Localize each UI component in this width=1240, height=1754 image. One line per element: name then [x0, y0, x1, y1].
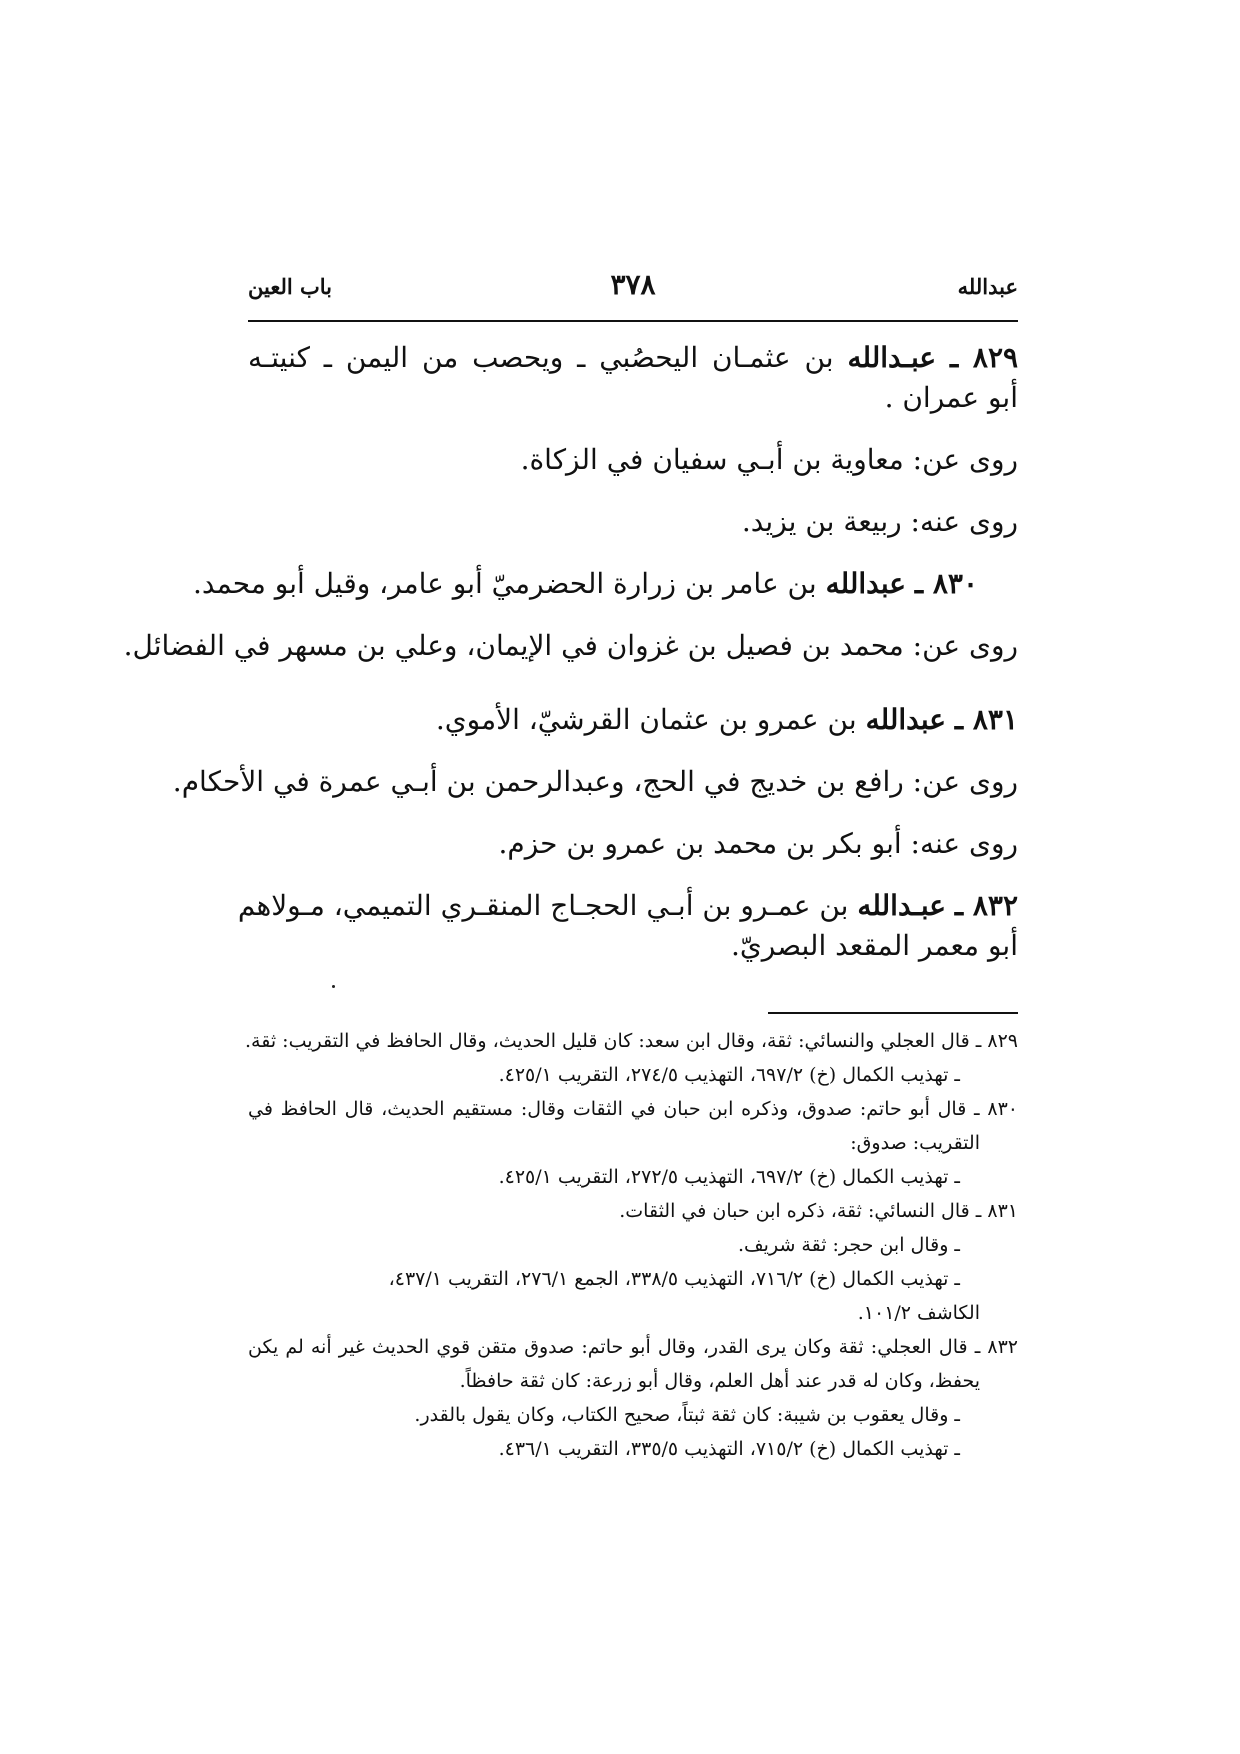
entry-name: عبدالله: [825, 567, 907, 600]
entry-number: ٨٣٠ ـ: [914, 567, 978, 600]
footnote-rule: [768, 1012, 1018, 1014]
entry-name: عبـدالله: [847, 341, 937, 374]
main-text: [123, 338, 1019, 966]
footnote-830-line: التقريب: صدوق:: [850, 1132, 980, 1154]
header-chapter-title: باب العين: [248, 274, 333, 299]
footnote-829-refs: ـ تهذيب الكمال (خ) ٦٩٧/٢، التهذيب ٢٧٤/٥، التقريب ٤٢٥/١.: [498, 1064, 960, 1086]
header-rule: [248, 320, 1018, 322]
footnote-830-line: ٨٣٠ ـ قال أبو حاتم: صدوق، وذكره ابن حبان في الثقات وقال: مستقيم الحديث، قال الحافظ في: [248, 1098, 1018, 1120]
footnote-832-refs: ـ تهذيب الكمال (خ) ٧١٥/٢، التهذيب ٣٣٥/٥، التقريب ٤٣٦/١.: [498, 1438, 960, 1460]
footnote-832-line: ـ وقال يعقوب بن شيبة: كان ثقة ثبتاً، صحيح الكتاب، وكان يقول بالقدر.: [414, 1404, 960, 1426]
entry-lineage: بن عامر بن زرارة الحضرميّ أبو عامر، وقيل أبو محمد.: [192, 567, 817, 600]
footnote-831-line: ٨٣١ ـ قال النسائي: ثقة، ذكره ابن حبان في الثقات.: [619, 1200, 1018, 1222]
footnote-832-line: يحفظ، وكان له قدر عند أهل العلم، وقال أبو زرعة: كان ثقة حافظاً.: [459, 1370, 980, 1392]
entry-number: ٨٢٩ ـ: [949, 341, 1019, 374]
entry-829-kunya: أبو عمران .: [884, 381, 1018, 414]
footnote-831-refs: ـ تهذيب الكمال (خ) ٧١٦/٢، التهذيب ٣٣٨/٥، الجمع ٢٧٦/١، التقريب ٤٣٧/١،: [388, 1268, 960, 1290]
entry-832-heading: [237, 886, 1018, 926]
footnote-831-line: ـ وقال ابن حجر: ثقة شريف.: [737, 1234, 960, 1256]
entry-831-heading: [248, 700, 1018, 740]
header-section-title: عبدالله: [957, 274, 1018, 299]
entry-830-heading: [192, 564, 1018, 604]
entry-number: ٨٣١ ـ: [954, 703, 1018, 736]
entry-lineage: بن عثمـان اليحصُبي ـ ويحصب من اليمن ـ كنيتـه: [248, 341, 834, 374]
footnote-829-line: ٨٢٩ ـ قال العجلي والنسائي: ثقة، وقال ابن سعد: كان قليل الحديث، وقال الحافظ في التقريب: ثقة.: [245, 1030, 1018, 1052]
entry-829-heading: [248, 338, 1018, 378]
entry-829-narrated-from: روى عن: معاوية بن أبـي سفيان في الزكاة.: [520, 443, 1018, 476]
entry-lineage: بن عمـرو بن أبـي الحجـاج المنقـري التميمي، مـولاهم: [237, 889, 849, 922]
entry-lineage: بن عمرو بن عثمان القرشيّ، الأموي.: [435, 703, 857, 736]
entry-name: عبـدالله: [857, 889, 947, 922]
entry-831-narrated-from: روى عن: رافع بن خديج في الحج، وعبدالرحمن بن أبـي عمرة في الأحكام.: [172, 765, 1018, 798]
entry-name: عبدالله: [865, 703, 947, 736]
footnote-830-refs: ـ تهذيب الكمال (خ) ٦٩٧/٢، التهذيب ٢٧٢/٥، التقريب ٤٢٥/١.: [498, 1166, 960, 1188]
entry-831-narrated-by: روى عنه: أبو بكر بن محمد بن عمرو بن حزم.: [498, 827, 1018, 860]
entry-832-kunya: أبو معمر المقعد البصريّ.: [730, 929, 1018, 962]
running-header: [248, 268, 1018, 308]
page-number: ٣٧٨: [610, 268, 656, 301]
entry-number: ٨٣٢ ـ: [954, 889, 1018, 922]
footnote-832-line: ٨٣٢ ـ قال العجلي: ثقة وكان يرى القدر، وقال أبو حاتم: صدوق متقن قوي الحديث غير أنه لم يكن: [248, 1336, 1018, 1358]
entry-830-narrated-from: روى عن: محمد بن فصيل بن غزوان في الإيمان، وعلي بن مسهر في الفضائل.: [123, 629, 1018, 662]
ink-speck: [332, 985, 335, 988]
footnote-831-refs: الكاشف ١٠١/٢.: [857, 1302, 980, 1324]
entry-829-narrated-by: روى عنه: ربيعة بن يزيد.: [741, 505, 1018, 538]
footnotes: [245, 1024, 1018, 1466]
